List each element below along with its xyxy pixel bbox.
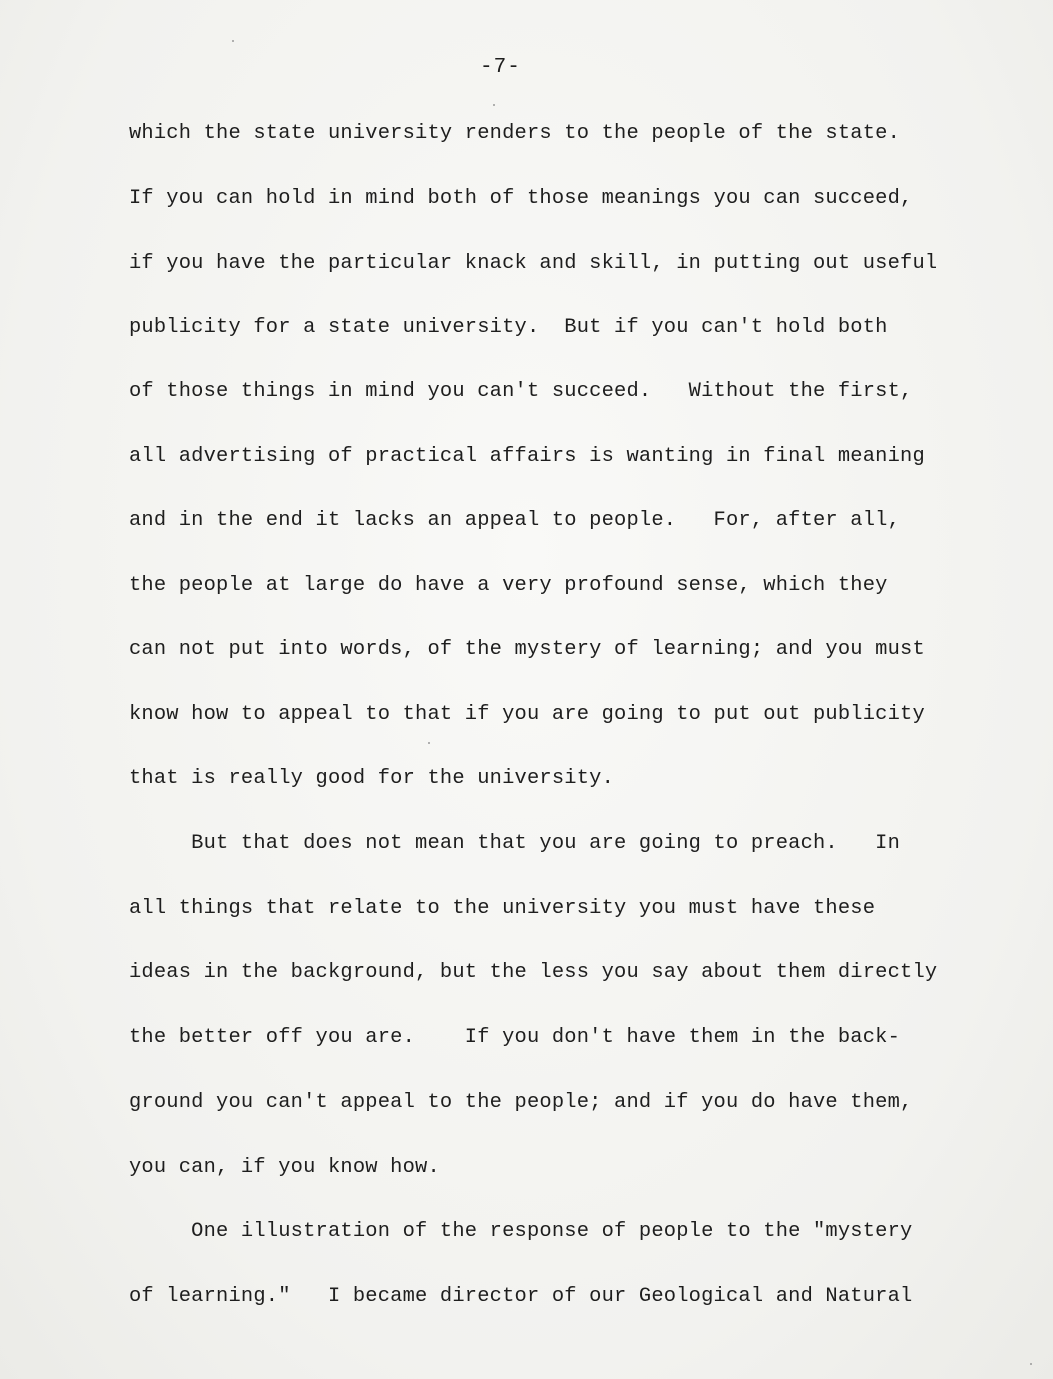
text-line: all advertising of practical affairs is wanting in final meaning [129, 445, 925, 468]
text-line: can not put into words, of the mystery of learning; and you must [129, 638, 925, 661]
text-line: of those things in mind you can't succeed. Without the first, [129, 380, 913, 403]
text-line: and in the end it lacks an appeal to people. For, after all, [129, 509, 901, 532]
text-line: you can, if you know how. [129, 1156, 440, 1179]
text-line: which the state university renders to the people of the state. [129, 122, 901, 145]
text-line: if you have the particular knack and skill, in putting out useful [129, 252, 938, 275]
text-line: ideas in the background, but the less you say about them directly [129, 961, 938, 984]
text-line: all things that relate to the university you must have these [129, 897, 876, 920]
text-line: of learning." I became director of our Geological and Natural [129, 1285, 913, 1308]
paper-speck [428, 742, 430, 744]
page-number: -7- [480, 56, 521, 79]
paper-speck [493, 104, 495, 106]
text-line: the better off you are. If you don't have them in the back- [129, 1026, 901, 1049]
text-line: ground you can't appeal to the people; and if you do have them, [129, 1091, 913, 1114]
text-line: that is really good for the university. [129, 767, 615, 790]
text-line: the people at large do have a very profound sense, which they [129, 574, 888, 597]
text-line: But that does not mean that you are going to preach. In [129, 832, 901, 855]
text-line: know how to appeal to that if you are going to put out publicity [129, 703, 925, 726]
text-line: One illustration of the response of people to the "mystery [129, 1220, 913, 1243]
text-line: publicity for a state university. But if you can't hold both [129, 316, 888, 339]
paper-speck [1030, 1363, 1032, 1365]
paper-speck [232, 40, 234, 42]
text-line: If you can hold in mind both of those meanings you can succeed, [129, 187, 913, 210]
